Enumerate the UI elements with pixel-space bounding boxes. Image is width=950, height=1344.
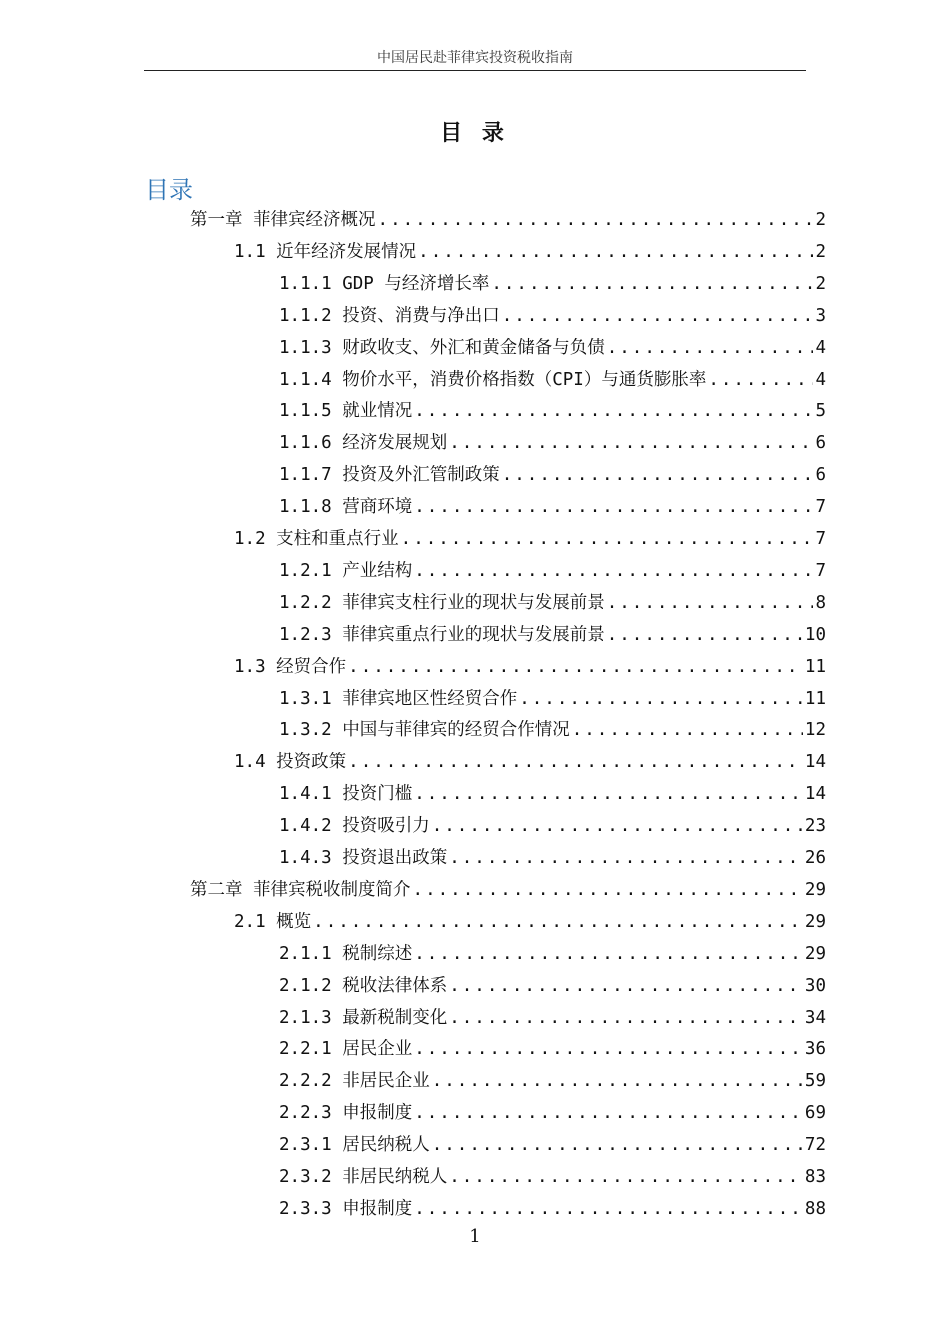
toc-dot-leader	[449, 970, 803, 1002]
toc-entry-page: 29	[804, 911, 826, 932]
toc-entry[interactable]	[279, 587, 826, 619]
toc-entry-title: 1.4.1 投资门槛	[279, 784, 413, 805]
toc-entry-page: 5	[815, 401, 826, 422]
toc-entry-title: 2.2.2 非居民企业	[279, 1071, 430, 1092]
toc-entry-title: 2.3.3 申报制度	[279, 1198, 413, 1219]
toc-entry[interactable]	[279, 1193, 826, 1225]
toc-dot-leader	[607, 332, 814, 364]
toc-dot-leader	[502, 300, 814, 332]
toc-entry-title: 1.1.6 经济发展规划	[279, 433, 448, 454]
toc-entry-title: 2.2.1 居民企业	[279, 1039, 413, 1060]
toc-entry-page: 10	[804, 624, 826, 645]
toc-entry[interactable]	[279, 427, 826, 459]
toc-dot-leader	[432, 1129, 803, 1161]
toc-entry-page: 11	[804, 688, 826, 709]
toc-entry-title: 1.4.2 投资吸引力	[279, 816, 430, 837]
toc-entry-title: 第二章 菲律宾税收制度简介	[190, 879, 411, 900]
toc-dot-leader	[348, 651, 803, 683]
toc-entry-page: 4	[815, 369, 826, 390]
toc-entry[interactable]	[234, 651, 826, 683]
toc-entry-page: 2	[815, 273, 826, 294]
toc-entry-title: 1.2.3 菲律宾重点行业的现状与发展前景	[279, 624, 605, 645]
toc-entry-title: 2.1 概览	[234, 911, 312, 932]
toc-entry-title: 1.1.2 投资、消费与净出口	[279, 305, 500, 326]
toc-dot-leader	[607, 619, 803, 651]
toc-dot-leader	[432, 1065, 803, 1097]
toc-entry[interactable]	[279, 938, 826, 970]
toc-dot-leader	[401, 523, 814, 555]
toc-entry[interactable]	[279, 1097, 826, 1129]
toc-entry-page: 26	[804, 848, 826, 868]
toc-entry-page: 34	[804, 1007, 826, 1028]
toc-entry[interactable]	[279, 268, 826, 300]
toc-entry-page: 7	[815, 560, 826, 581]
toc-entry-title: 1.2.2 菲律宾支柱行业的现状与发展前景	[279, 592, 605, 613]
toc-entry-page: 7	[815, 529, 826, 549]
toc-entry-page: 23	[804, 816, 826, 837]
toc-dot-leader	[502, 459, 814, 491]
toc-entry[interactable]	[279, 683, 826, 715]
toc-entry-title: 1.1 近年经济发展情况	[234, 241, 417, 262]
toc-entry[interactable]	[279, 1161, 826, 1193]
toc-dot-leader	[449, 1161, 803, 1193]
toc-entry-page: 14	[804, 784, 826, 805]
toc-entry[interactable]	[279, 810, 826, 842]
toc-entry-page: 6	[815, 433, 826, 454]
toc-entry-page: 59	[804, 1071, 826, 1092]
toc-dot-leader	[414, 1097, 803, 1129]
toc-entry[interactable]	[279, 619, 826, 651]
running-header-title: 中国居民赴菲律宾投资税收指南	[377, 50, 573, 66]
toc-entry[interactable]	[279, 842, 826, 874]
toc-entry-page: 30	[804, 975, 826, 996]
toc-entry-page: 12	[804, 720, 826, 741]
toc-entry[interactable]	[234, 906, 826, 938]
toc-entry[interactable]	[279, 395, 826, 427]
running-header	[144, 48, 806, 71]
toc-entry[interactable]	[279, 1065, 826, 1097]
toc-entry-title: 1.1.5 就业情况	[279, 401, 413, 422]
toc-entry-page: 14	[804, 752, 826, 773]
toc-dot-leader	[708, 364, 813, 396]
toc-entry-title: 1.1.1 GDP 与经济增长率	[279, 273, 490, 294]
toc-dot-leader	[414, 1033, 803, 1065]
toc-entry-page: 36	[804, 1039, 826, 1060]
toc-entry-page: 6	[815, 465, 826, 486]
toc-entry-title: 1.1.4 物价水平，消费价格指数（CPI）与通货膨胀率	[279, 369, 707, 390]
toc-dot-leader	[449, 427, 813, 459]
toc-entry[interactable]	[279, 364, 826, 396]
toc-entry[interactable]	[279, 332, 826, 364]
toc-entry[interactable]	[190, 204, 826, 236]
toc-entry-title: 2.3.2 非居民纳税人	[279, 1167, 448, 1187]
toc-entry-title: 1.3 经贸合作	[234, 656, 347, 677]
toc-entry-title: 1.1.7 投资及外汇管制政策	[279, 465, 500, 486]
toc-dot-leader	[414, 778, 803, 810]
toc-entry[interactable]	[279, 459, 826, 491]
toc-entry-title: 2.3.1 居民纳税人	[279, 1135, 430, 1156]
toc-entry-page: 29	[804, 879, 826, 900]
toc-entry-page: 7	[815, 497, 826, 518]
toc-entry-title: 1.1.8 营商环境	[279, 497, 413, 518]
toc-dot-leader	[414, 395, 813, 427]
toc-entry[interactable]	[279, 1033, 826, 1065]
toc-dot-leader	[449, 1002, 803, 1034]
toc-dot-leader	[491, 268, 813, 300]
toc-entry-title: 1.1.3 财政收支、外汇和黄金储备与负债	[279, 337, 605, 358]
toc-dot-leader	[607, 587, 814, 619]
toc-entry-page: 83	[804, 1167, 826, 1187]
toc-entry-page: 72	[804, 1135, 826, 1156]
toc-entry[interactable]	[279, 555, 826, 587]
toc-dot-leader	[348, 746, 803, 778]
toc-entry-title: 1.3.1 菲律宾地区性经贸合作	[279, 688, 518, 709]
toc-dot-leader	[414, 938, 803, 970]
toc-entry[interactable]	[234, 746, 826, 778]
toc-entry-title: 1.3.2 中国与菲律宾的经贸合作情况	[279, 720, 570, 741]
toc-entry-title: 2.1.1 税制综述	[279, 943, 413, 964]
toc-entry-page: 2	[815, 210, 826, 230]
toc-dot-leader	[313, 906, 803, 938]
toc-entry[interactable]	[279, 970, 826, 1002]
toc-entry[interactable]	[234, 523, 826, 555]
toc-entry-title: 2.2.3 申报制度	[279, 1103, 413, 1124]
toc-entry-page: 3	[815, 305, 826, 326]
toc-entry[interactable]	[234, 236, 826, 268]
toc-entry[interactable]	[279, 778, 826, 810]
toc-entry-title: 1.4 投资政策	[234, 752, 347, 773]
toc-dot-leader	[432, 810, 803, 842]
toc-entry-title: 第一章 菲律宾经济概况	[190, 210, 376, 230]
toc-dot-leader	[418, 236, 813, 268]
toc-entry[interactable]	[279, 714, 826, 746]
toc-dot-leader	[414, 491, 813, 523]
toc-entry[interactable]	[279, 1129, 826, 1161]
toc-dot-leader	[449, 842, 803, 874]
toc-entry-title: 2.1.3 最新税制变化	[279, 1007, 448, 1028]
toc-entry-page: 29	[804, 943, 826, 964]
toc-entry-page: 4	[815, 337, 826, 358]
toc-entry[interactable]	[279, 491, 826, 523]
toc-dot-leader	[414, 1193, 803, 1225]
toc-dot-leader	[519, 683, 803, 715]
toc-dot-leader	[414, 555, 813, 587]
toc-entry-page: 8	[815, 592, 826, 613]
document-title: 目 录	[440, 121, 510, 146]
toc-entry-page: 11	[804, 656, 826, 677]
toc-dot-leader	[378, 204, 814, 236]
toc-entry-page: 2	[815, 241, 826, 262]
toc-heading: 目录	[145, 176, 193, 204]
toc-entry-title: 2.1.2 税收法律体系	[279, 975, 448, 996]
toc-entry-title: 1.2 支柱和重点行业	[234, 529, 399, 549]
toc-entry-title: 1.4.3 投资退出政策	[279, 848, 448, 868]
toc-dot-leader	[572, 714, 803, 746]
toc-entry[interactable]	[279, 300, 826, 332]
toc-dot-leader	[413, 874, 803, 906]
toc-entry-title: 1.2.1 产业结构	[279, 560, 413, 581]
toc-entry-page: 88	[804, 1198, 826, 1219]
toc-entry-page: 69	[804, 1103, 826, 1124]
toc-entry[interactable]	[279, 1002, 826, 1034]
page-number: 1	[469, 1226, 481, 1247]
toc-entry[interactable]	[190, 874, 826, 906]
